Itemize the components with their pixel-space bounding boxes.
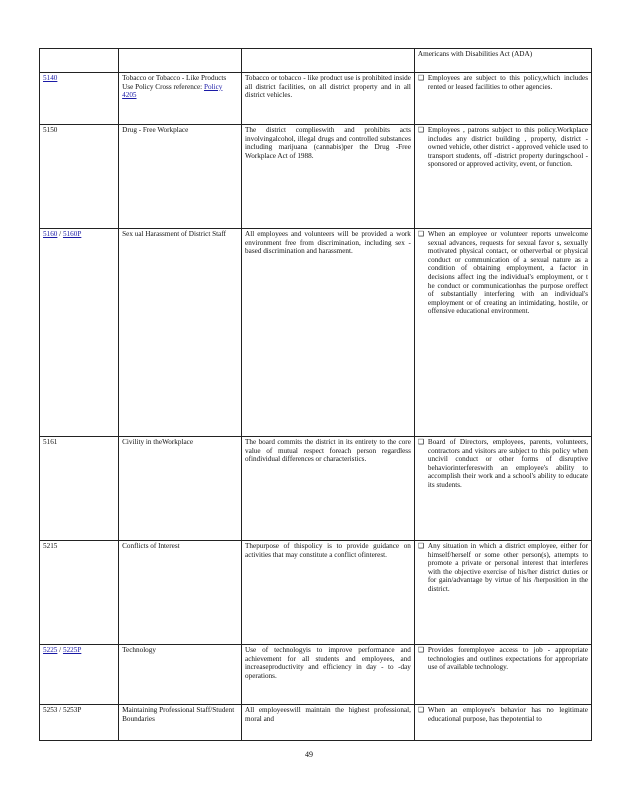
policy-title: Civility in theWorkplace — [122, 438, 194, 446]
policy-title-cell — [119, 125, 242, 229]
policy-number-cell — [40, 645, 119, 705]
notes-text: When an employee or volunteer reports unwelcome sexual advances, requests for sexual favor s, sexually motivated physical contact, or otherverbal or physical conduct or communication of a sexual nature as a condition of obtaining employment, a factor in decisions affect ing the individual's employment, or t he conduct or communicationhas the purpose oreffect of substantially interfering with an individual's employment or of creating an intimidating, hostile, or offensive educational environment. — [427, 230, 588, 316]
table-row — [40, 229, 592, 437]
checkbox-bullet-icon: ❑ — [417, 646, 425, 654]
link-separator: / — [57, 706, 63, 714]
policy-number-cell — [40, 125, 119, 229]
policy-purpose-cell — [242, 73, 415, 125]
policy-notes-cell — [414, 705, 591, 741]
checkbox-bullet-icon: ❑ — [417, 706, 425, 714]
policy-title-cell — [119, 437, 242, 541]
policy-title: Conflicts of Interest — [122, 542, 180, 550]
policy-purpose-cell — [242, 125, 415, 229]
notes-text: Americans with Disabilities Act (ADA) — [417, 50, 533, 58]
policy-number: 5150 — [43, 126, 58, 134]
policy-title-cell — [119, 541, 242, 645]
purpose-text: Tobacco or tobacco - like product use is prohibited inside all district facilities, on all district property and in all district vehicles. — [245, 74, 411, 100]
policy-number-cell — [40, 73, 119, 125]
checkbox-bullet-icon: ❑ — [417, 74, 425, 82]
notes-bullet — [418, 230, 588, 316]
policy-number-link[interactable]: 5160 — [43, 230, 58, 238]
notes-bullet — [418, 706, 588, 723]
policy-table — [39, 48, 592, 741]
policy-purpose-cell — [242, 705, 415, 741]
policy-notes-cell — [414, 437, 591, 541]
notes-bullet — [418, 438, 588, 490]
policy-notes-cell — [414, 541, 591, 645]
policy-number-cell — [40, 705, 119, 741]
notes-text: When an employee's behavior has no legitimate educational purpose, has thepotential to — [427, 706, 588, 723]
policy-purpose-cell — [242, 229, 415, 437]
policy-notes-cell — [414, 229, 591, 437]
notes-bullet — [418, 646, 588, 672]
notes-bullet — [418, 126, 588, 169]
table-row — [40, 73, 592, 125]
purpose-text: The district complieswith and prohibits acts involvingalcohol, illegal drugs and controlled substances including marijuana (cannabis)per the Drug -Free Workplace Act of 1988. — [245, 126, 411, 160]
policy-number: 5161 — [43, 438, 58, 446]
notes-text: Employees are subject to this policy,which includes rented or leased facilities to other agencies. — [427, 74, 588, 91]
table-row — [40, 49, 592, 73]
checkbox-bullet-icon: ❑ — [417, 542, 425, 550]
policy-purpose-cell — [242, 645, 415, 705]
table-row — [40, 541, 592, 645]
checkbox-bullet-icon: ❑ — [417, 126, 425, 134]
table-row — [40, 437, 592, 541]
policy-title: Sex ual Harassment of District Staff — [122, 230, 227, 238]
policy-title-cell — [119, 645, 242, 705]
policy-number-link[interactable]: 5140 — [43, 74, 58, 82]
policy-number: 5253 — [43, 706, 58, 714]
notes-text: Board of Directors, employees, parents, volunteers, contractors and visitors are subject to this policy when uncivil conduct or other forms of disruptive behaviorinterfereswith an employee's ability to accomplish their work and a school's ability to educate its students. — [427, 438, 588, 489]
notes-bullet — [418, 74, 588, 91]
cross-reference-link[interactable]: Policy 4205 — [122, 82, 223, 100]
notes-bullet — [418, 542, 588, 594]
policy-title: Maintaining Professional Staff/Student Boundaries — [122, 706, 235, 723]
link-separator: / — [57, 646, 63, 654]
table-row — [40, 645, 592, 705]
procedure-number-link[interactable]: 5160P — [62, 230, 82, 238]
notes-text: Provides foremployee access to job - appropriate technologies and outlines expectations for appropriate use of available technology. — [427, 646, 588, 672]
policy-purpose-cell — [242, 437, 415, 541]
policy-title-cell — [119, 705, 242, 741]
notes-text: Employees , patrons subject to this policy.Workplace includes any district building , property, district - owned vehicle, other district - approved vehicle used to transport students, off -district property duringschool - sponsored or approved activity, event, or function. — [427, 126, 588, 169]
policy-purpose-cell — [242, 541, 415, 645]
policy-number-cell — [40, 229, 119, 437]
purpose-text: All employees and volunteers will be provided a work environment free from discrimination, including sex - based discrimination and harassment. — [245, 230, 411, 256]
policy-number-cell — [40, 437, 119, 541]
policy-title: Drug - Free Workplace — [122, 126, 189, 134]
purpose-text: The board commits the district in its entirety to the core value of mutual respect foreach person regardless ofindividual differences or characteristics. — [245, 438, 411, 464]
policy-number-link[interactable]: 5225 — [43, 646, 58, 654]
policy-notes-cell — [414, 125, 591, 229]
procedure-number: 5253P — [62, 706, 82, 714]
policy-title-cell — [119, 49, 242, 73]
page-number: 49 — [305, 750, 313, 759]
policy-notes-cell — [414, 73, 591, 125]
policy-title: Tobacco or Tobacco - Like Products Use Policy Cross reference: — [122, 74, 227, 91]
checkbox-bullet-icon: ❑ — [417, 230, 425, 238]
notes-text: Any situation in which a district employee, either for himself/herself or some other person(s), attempts to promote a private or personal interest that interferes with the objective exercise of his/her district duties or for gain/advantage by virtue of his /herposition in the district. — [427, 542, 588, 593]
purpose-text: Thepurpose of thispolicy is to provide guidance on activities that may constitute a conflict ofinterest. — [245, 542, 411, 559]
policy-notes-cell — [414, 645, 591, 705]
purpose-text: Use of technologyis to improve performance and achievement for all students and employees, and increaseproductivity and efficiency in day - to -day operations. — [245, 646, 411, 680]
policy-number-cell — [40, 541, 119, 645]
purpose-text: All employeeswill maintain the highest professional, moral and — [245, 706, 411, 723]
policy-purpose-cell — [242, 49, 415, 73]
link-separator: / — [57, 230, 63, 238]
table-row — [40, 125, 592, 229]
procedure-number-link[interactable]: 5225P — [62, 646, 82, 654]
policy-number: 5215 — [43, 542, 58, 550]
policy-notes-cell — [414, 49, 591, 73]
policy-title-cell — [119, 229, 242, 437]
policy-number-cell — [40, 49, 119, 73]
table-row — [40, 705, 592, 741]
policy-title: Technology — [122, 646, 156, 654]
policy-title-cell — [119, 73, 242, 125]
checkbox-bullet-icon: ❑ — [417, 438, 425, 446]
